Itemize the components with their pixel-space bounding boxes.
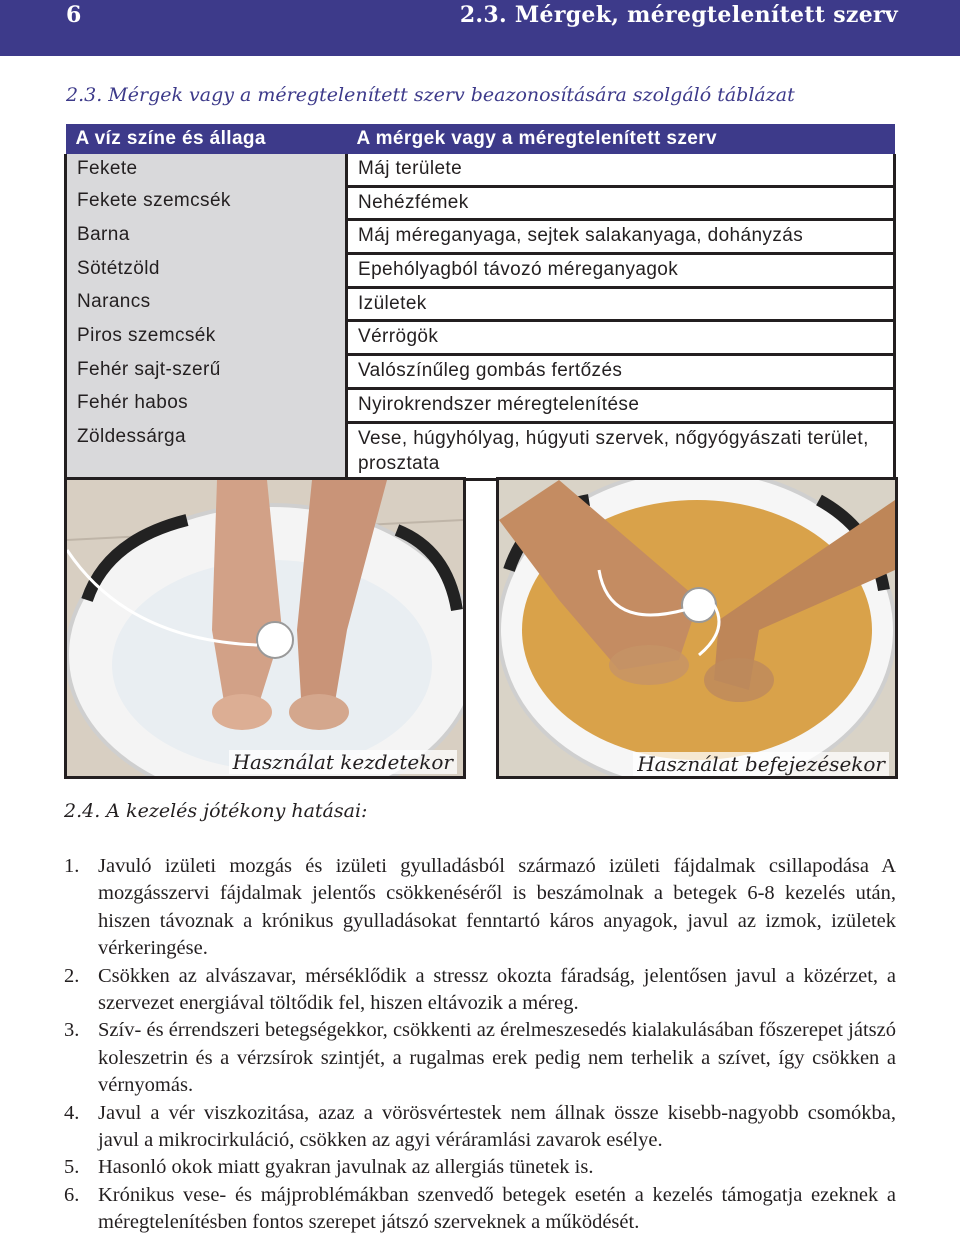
list-item [64, 853, 896, 963]
benefits-list [64, 853, 896, 1237]
page-number: 6 [66, 2, 82, 28]
table-row [66, 154, 895, 186]
photo-caption-end: Használat befejezésekor [633, 752, 889, 776]
water-color-cell: Barna [66, 220, 347, 254]
foot-bath-clean-illustration [67, 480, 463, 776]
list-item [64, 1100, 896, 1155]
list-item [64, 1182, 896, 1237]
organ-cell: Izületek [347, 287, 895, 321]
foot-bath-dirty-illustration [499, 480, 895, 776]
list-number: 5. [64, 1156, 80, 1179]
list-number: 1. [64, 855, 80, 877]
photo-caption-start: Használat kezdetekor [229, 750, 457, 774]
photo-end-of-use [496, 477, 898, 779]
col-header-toxin-organ: A mérgek vagy a méregtelenített szerv [347, 124, 895, 154]
list-item [64, 1017, 896, 1099]
organ-cell: Máj területe [347, 154, 895, 186]
list-text: Javuló izületi mozgás és izületi gyulladásból származó izületi fájdalmak csillapodása A mozgásszervi fájdalmak jelentős csökkenéséről is beszámolnak a betegek 6-8 kezelés után, hiszen távoznak a krónikus gyulladásokat fenntartó káros anyagok, javul az izmok, izületek vérkeringése. [98, 855, 896, 960]
organ-cell: Valószínűleg gombás fertőzés [347, 355, 895, 389]
water-color-cell: Narancs [66, 287, 347, 321]
water-color-cell: Fehér sajt-szerű [66, 355, 347, 389]
toxin-table [64, 124, 896, 481]
list-number: 2. [64, 964, 80, 987]
organ-cell: Vese, húgyhólyag, húgyuti szervek, nőgyógyászati terület, prosztata [347, 422, 895, 479]
organ-cell: Epehólyagból távozó méreganyagok [347, 254, 895, 288]
running-title: 2.3. Mérgek, méregtelenített szerv [459, 2, 898, 28]
list-text: Csökken az alvászavar, mérséklődik a stressz okozta fáradság, jelentősen javul a közérzet, a szervezet energiával töltődik fel, hiszen eltávozik a méreg. [98, 964, 896, 1015]
table-row [66, 321, 895, 355]
photo-start-of-use [64, 477, 466, 779]
organ-cell: Máj méreganyaga, sejtek salakanyaga, dohányzás [347, 220, 895, 254]
organ-cell: Nyirokrendszer méregtelenítése [347, 388, 895, 422]
table-row [66, 287, 895, 321]
section-title: 2.4. A kezelés jótékony hatásai: [64, 800, 368, 822]
organ-cell: Vérrögök [347, 321, 895, 355]
organ-cell: Nehézfémek [347, 186, 895, 220]
list-item [64, 963, 896, 1018]
water-color-cell: Zöldessárga [66, 422, 347, 479]
water-color-cell: Fekete szemcsék [66, 186, 347, 220]
table-caption: 2.3. Mérgek vagy a méregtelenített szerv beazonosítására szolgáló táblázat [66, 84, 795, 106]
list-number: 3. [64, 1019, 80, 1042]
table-row [66, 220, 895, 254]
col-header-water-color: A víz színe és állaga [66, 124, 347, 154]
water-color-cell: Fekete [66, 154, 347, 186]
table-row [66, 355, 895, 389]
list-text: Javul a vér viszkozitása, azaz a vörösvértestek nem állnak össze kisebb-nagyobb csomókba, javul a mikrocirkuláció, csökken az agyi véráramlási zavarok esélye. [98, 1101, 896, 1152]
list-number: 4. [64, 1101, 80, 1124]
list-text: Szív- és érrendszeri betegségekkor, csökkenti az érelmeszesedés kialakulásában főszerepet játszó koleszetrin és a vérzsírok szintjét, a rugalmas erek pedig nem terhelik a szívet, így csökken a vérnyomás. [98, 1019, 896, 1097]
table-header-row [66, 124, 895, 154]
table-row [66, 422, 895, 479]
list-number: 6. [64, 1183, 80, 1206]
page-header [0, 0, 960, 56]
water-color-cell: Sötétzöld [66, 254, 347, 288]
electrode-icon [682, 588, 716, 622]
table-row [66, 186, 895, 220]
water-color-cell: Piros szemcsék [66, 321, 347, 355]
table-row [66, 254, 895, 288]
list-text: Hasonló okok miatt gyakran javulnak az allergiás tünetek is. [98, 1156, 594, 1179]
list-item [64, 1154, 896, 1181]
water-color-cell: Fehér habos [66, 388, 347, 422]
table-row [66, 388, 895, 422]
electrode-icon [257, 622, 293, 658]
list-text: Krónikus vese- és májproblémákban szenvedő betegek esetén a kezelés támogatja ezeknek a méregtelenítésben fontos szerepet játszó szerveknek a működését. [98, 1183, 896, 1234]
